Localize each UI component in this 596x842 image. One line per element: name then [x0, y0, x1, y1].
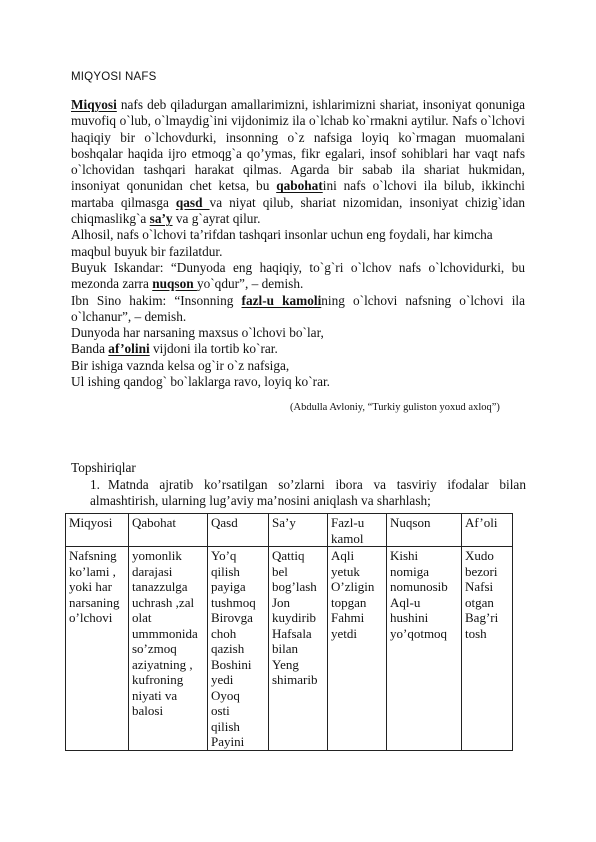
table-cell-line: tanazzulga [132, 579, 188, 594]
table-cell-line: uchrash ,zal [132, 594, 195, 610]
table-cell [328, 547, 387, 751]
table-cell-line: Oyoq [211, 687, 240, 703]
text-segment: Ibn Sino hakim: “Insonning [71, 292, 242, 308]
task-text: Matnda ajratib ko’rsatilgan so’zlarni ibora va tasviriy ifodalar bilan almashtirish, ularning lug’aviy ma’nosini aniqlash va sharhlash; [90, 477, 526, 509]
table-cell-line: yomonlik [132, 548, 182, 563]
table-cell-line: Aqli [331, 548, 355, 563]
table-header-cell: Miqyosi [66, 514, 129, 547]
table-cell-line: Aql-u [390, 594, 421, 610]
table-cell-line: yedi [211, 672, 234, 687]
table-cell-line: payiga [211, 579, 246, 594]
table-cell-line: choh [211, 625, 237, 641]
table-header-row [66, 514, 513, 547]
table-cell [462, 547, 513, 751]
table-cell-line: Nafsning [69, 548, 117, 563]
text-segment: yo`qdur”, – demish. [196, 276, 304, 292]
text-segment: nafs deb qiladurgan amallarimizni, ishlarimizni shariat, insoniyat qonuniga muvofiq o`lub, o`lmaydig`ini vijdonimiz ila o`lchab ko`rmakni aytilur. Nafs o`lchovi haqiqiy bir o`lchovdurki, insonning o`z nafsiga loyiq ko`rmagan muomalani boshqalar haqida ijro etmoqg`a qo’ymas, fikr egalari, insof sohiblari har vaqt nafs o`lchovidan tashqari harakat qilmas. Agarda bir sabab ila shariat hukmidan, insoniyat qonunidan chet ketsa, bu [71, 97, 525, 194]
table-cell [129, 547, 208, 751]
table-cell [208, 547, 269, 751]
table-cell-line: bel [272, 563, 288, 579]
table-cell-line: Xudo [465, 548, 494, 563]
keyword-afoli: af’olini [108, 341, 150, 357]
paragraph-alhosil [71, 227, 525, 260]
text-segment: Buyuk Iskandar: “Dunyoda eng haqiqiy, to`g`ri o`lchov nafs o`lchovidurki, bu mezonda zarra [71, 259, 525, 292]
table-cell-line: aziyatning , [132, 656, 193, 672]
text-segment: va niyat qilub, shariat nizomidan, insoniyat chizig`idan chiqmaslikg`a [71, 194, 525, 227]
table-cell-line: otgan [465, 594, 494, 610]
table-cell-line: Fahmi [331, 610, 365, 625]
table-cell-line: tushmoq [211, 594, 256, 610]
poem-line-4 [71, 374, 525, 390]
text-segment: va g`ayrat qilur. [172, 211, 261, 227]
table-cell-line: Hafsala [272, 625, 312, 641]
text-segment: Banda [71, 341, 109, 357]
table-cell-line: Payini [211, 734, 245, 749]
table-cell-line: kuydirib [272, 610, 317, 625]
table-cell-line: Birovga [211, 610, 253, 625]
text-segment: Dunyoda har narsaning maxsus o`lchovi bo`lar, [71, 325, 324, 341]
poem-line-3 [71, 358, 525, 374]
keyword-qabohat: qabohat [276, 178, 323, 194]
main-text [71, 97, 525, 390]
table-cell-line: Kishi [390, 548, 419, 563]
keyword-fazl-u-kamol: fazl-u kamoli [241, 292, 322, 308]
table-cell [66, 547, 129, 751]
table-cell-line: Qattiq [272, 548, 305, 563]
table-cell-line: Yeng [272, 656, 299, 672]
table-cell-line: nomiga [390, 563, 429, 579]
table-cell-line: ummmonida [132, 625, 198, 641]
table-cell-line: olat [132, 610, 152, 625]
keyword-say: sa’y [149, 211, 173, 227]
paragraph-iskandar-quote [71, 260, 525, 293]
text-segment: vijdoni ila tortib ko`rar. [149, 341, 278, 357]
table-header-cell: Qasd [208, 514, 269, 547]
table-cell-line: tosh [465, 625, 487, 641]
vocabulary-table [65, 513, 513, 751]
table-cell-line: qilish [211, 563, 240, 579]
table-cell [269, 547, 328, 751]
text-segment: ning o`lchovi nafsning o`lchovi ila o`lchanur”, – demish. [71, 292, 525, 324]
task-number: 1. [90, 477, 100, 492]
table-cell-line: bog’lash [272, 579, 317, 594]
paragraph-intro [71, 97, 525, 227]
page-title: MIQYOSI NAFS [71, 71, 157, 83]
table-cell-line: o’lchovi [69, 610, 113, 625]
table-cell [387, 547, 462, 751]
table-cell-line: Bag’ri [465, 610, 499, 625]
poem-line-1 [71, 325, 525, 341]
table-header-cell: Nuqson [387, 514, 462, 547]
table-cell-line: nomunosib [390, 579, 448, 594]
table-cell-line: ko’lami , [69, 563, 116, 579]
table-cell-line: Boshini [211, 656, 252, 672]
poem-line-2 [71, 341, 525, 357]
table-cell-line: shimarib [272, 672, 318, 687]
tasks-heading: Topshiriqlar [71, 460, 136, 475]
table-cell-line: yoki har [69, 579, 112, 594]
table-cell-line: kufroning [132, 672, 184, 687]
text-segment: Bir ishiga vaznda kelsa og`ir o`z nafsiga, [71, 357, 290, 373]
paragraph-ibn-sino-quote [71, 293, 525, 326]
text-segment: ini nafs o`lchovi ila bilub, ikkinchi martaba qilmasga [71, 178, 525, 210]
citation: (Abdulla Avloniy, “Turkiy guliston yoxud axloq”) [290, 402, 500, 413]
table-cell-line: yo’qotmoq [390, 625, 448, 641]
keyword-nuqson: nuqson [152, 276, 197, 292]
task-item [90, 477, 526, 510]
keyword-qasd: qasd [175, 194, 210, 210]
table-cell-line: qilish [211, 718, 240, 734]
table-header-cell: Qabohat [129, 514, 208, 547]
text-segment: Alhosil, nafs o`lchovi ta’rifdan tashqari insonlar uchun eng foydali, har kimcha maqbul buyuk bir fazilatdur. [71, 227, 493, 259]
text-segment: Ul ishing qandog` bo`laklarga ravo, loyiq ko`rar. [71, 374, 330, 390]
table-cell-line: Nafsi [465, 579, 494, 594]
table-cell-line: balosi [132, 703, 164, 718]
table-cell-line: qazish [211, 641, 245, 656]
table-cell-line: hushini [390, 610, 429, 625]
table-cell-line: osti [211, 703, 230, 718]
table-cell-line: niyati va [132, 687, 178, 703]
keyword-miqyosi: Miqyosi [71, 97, 117, 112]
table-header-cell: Sa’y [269, 514, 328, 547]
table-cell-line: bezori [465, 563, 498, 579]
table-cell-line: so’zmoq [132, 641, 177, 656]
table-cell-line: topgan [331, 594, 367, 610]
table-row [66, 547, 513, 751]
table-cell-line: bilan [272, 641, 298, 656]
table-cell-line: yetuk [331, 563, 360, 579]
table-header-cell: Af’oli [462, 514, 513, 547]
table-cell-line: darajasi [132, 563, 173, 579]
table-cell-line: yetdi [331, 625, 357, 641]
table-cell-line: Jon [272, 594, 291, 610]
table-cell-line: O’zligin [331, 579, 375, 594]
table-cell-line: narsaning [69, 594, 120, 610]
table-cell-line: Yo’q [211, 548, 237, 563]
table-header-cell: Fazl-u kamol [328, 514, 387, 547]
